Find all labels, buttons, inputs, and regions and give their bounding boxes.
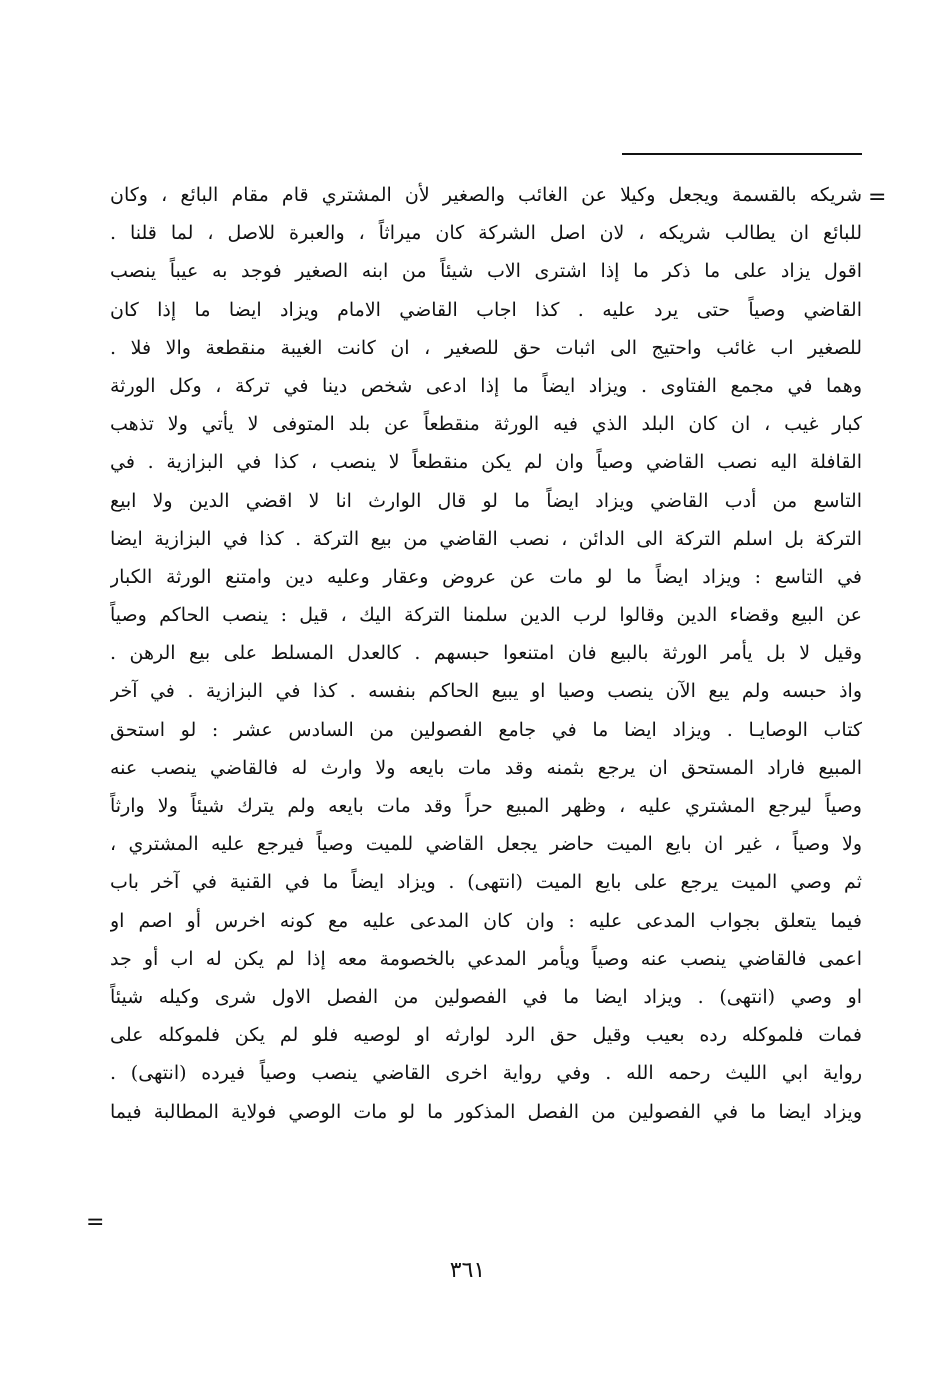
text-line: كتاب الوصايـا . ويزاد ايضا ما في جامع الفصولين من السادس عشر : لو استحق bbox=[110, 718, 862, 741]
text-line: المبيع فاراد المستحق ان يرجع بثمنه وقد مات بايعه ولا وارث له فالقاضي ينصب عنه bbox=[110, 756, 862, 779]
footnote-text-block bbox=[110, 176, 862, 1131]
text-line: شريكه بالقسمة ويجعل وكيلا عن الغائب والصغير لأن المشتري قام مقام البائع ، وكان bbox=[110, 184, 862, 206]
text-line: فيما يتعلق بجواب المدعى عليه : وان كان المدعى عليه مع كونه اخرس أو اصم او bbox=[110, 909, 862, 932]
text-line: القاضي وصياً حتى يرد عليه . كذا اجاب القاضي الامام ويزاد ايضا ما إذا كان bbox=[110, 298, 862, 321]
text-line: كبار غيب ، ان كان البلد الذي فيه الورثة منقطعاً عن بلد المتوفى لا يأتي ولا تذهب bbox=[110, 413, 862, 436]
text-line: للصغير اب غائب واحتيج الى اثبات حق للصغير ، ان كانت الغيبة منقطعة والا فلا . bbox=[110, 336, 862, 359]
text-line: في التاسع : ويزاد ايضاً ما لو مات عن عروض وعقار وعليه دين وامتنع الورثة الكبار bbox=[110, 565, 862, 588]
footnote-separator-rule bbox=[622, 153, 862, 155]
text-line: ولا وصياً ، غير ان بايع الميت حاضر يجعل القاضي للميت وصياً فيرجع عليه المشتري ، bbox=[110, 833, 862, 856]
text-line: اقول يزاد على ما ذكر ما إذا اشترى الاب شيئاً من ابنه الصغير فوجد به عيباً ينصب bbox=[110, 260, 862, 283]
text-line: التاسع من أدب القاضي ويزاد ايضاً ما لو قال الوارث انا لا اقضي الدين ولا ابيع bbox=[110, 489, 862, 512]
text-line: ويزاد ايضا ما في الفصولين من الفصل المذكور ما لو مات الوصي فولاية المطالبة فيما bbox=[110, 1100, 862, 1123]
text-line: للبائع ان يطالب شريكه ، لان اصل الشركة كان ميراثاً ، والعبرة للاصل ، لما قلنا . bbox=[110, 222, 862, 245]
text-line: وهما في مجمع الفتاوى . ويزاد ايضاً ما إذا ادعى شخص دينا في تركة ، وكل الورثة bbox=[110, 374, 862, 397]
text-line: واذ حبسه ولم يبع الآن ينصب وصيا او يبيع الحاكم بنفسه . كذا في البزازية . في آخر bbox=[110, 680, 862, 703]
text-line: ثم وصي الميت يرجع على بايع الميت (انتهى) . ويزاد ايضاً ما في القنية في آخر باب bbox=[110, 871, 862, 894]
page-number: ٣٦١ bbox=[449, 1258, 486, 1283]
text-line: فمات فلموكله رده بعيب وقيل حق الرد لوارثه او لوصيه فلو لم يكن فلموكله على bbox=[110, 1024, 862, 1047]
text-line: عن البيع وقضاء الدين وقالوا لرب الدين سلمنا التركة اليك ، قيل : ينصب الحاكم وصياً bbox=[110, 604, 862, 627]
continuation-mark-bottom: = bbox=[86, 1210, 105, 1235]
text-line: اعمى فالقاضي ينصب عنه وصياً ويأمر المدعي بالخصومة معه إذا لم يكن له اب أو جد bbox=[110, 947, 862, 970]
continuation-mark-top: = bbox=[868, 185, 887, 210]
text-line: وصياً ليرجع المشتري عليه ، وظهر المبيع حراً وقد مات بايعه ولم يترك شيئاً ولا وارثاً bbox=[110, 795, 862, 817]
text-line: وقيل لا بل يأمر الورثة بالبيع فان امتنعوا حبسهم . كالعدل المسلط على بيع الرهن . bbox=[110, 642, 862, 665]
text-line: او وصي (انتهى) . ويزاد ايضا ما في الفصولين من الفصل الاول شرى وكيله شيئاً bbox=[110, 985, 862, 1008]
text-line: القافلة اليه نصب القاضي وصياً وان لم يكن منقطعاً لا ينصب ، كذا في البزازية . في bbox=[110, 451, 862, 474]
text-line: التركة بل اسلم التركة الى الدائن ، نصب القاضي من بيع التركة . كذا في البزازية ايضا bbox=[110, 527, 862, 550]
text-line: رواية ابي الليث رحمه الله . وفي رواية اخرى القاضي ينصب وصياً فيرده (انتهى) . bbox=[110, 1062, 862, 1085]
